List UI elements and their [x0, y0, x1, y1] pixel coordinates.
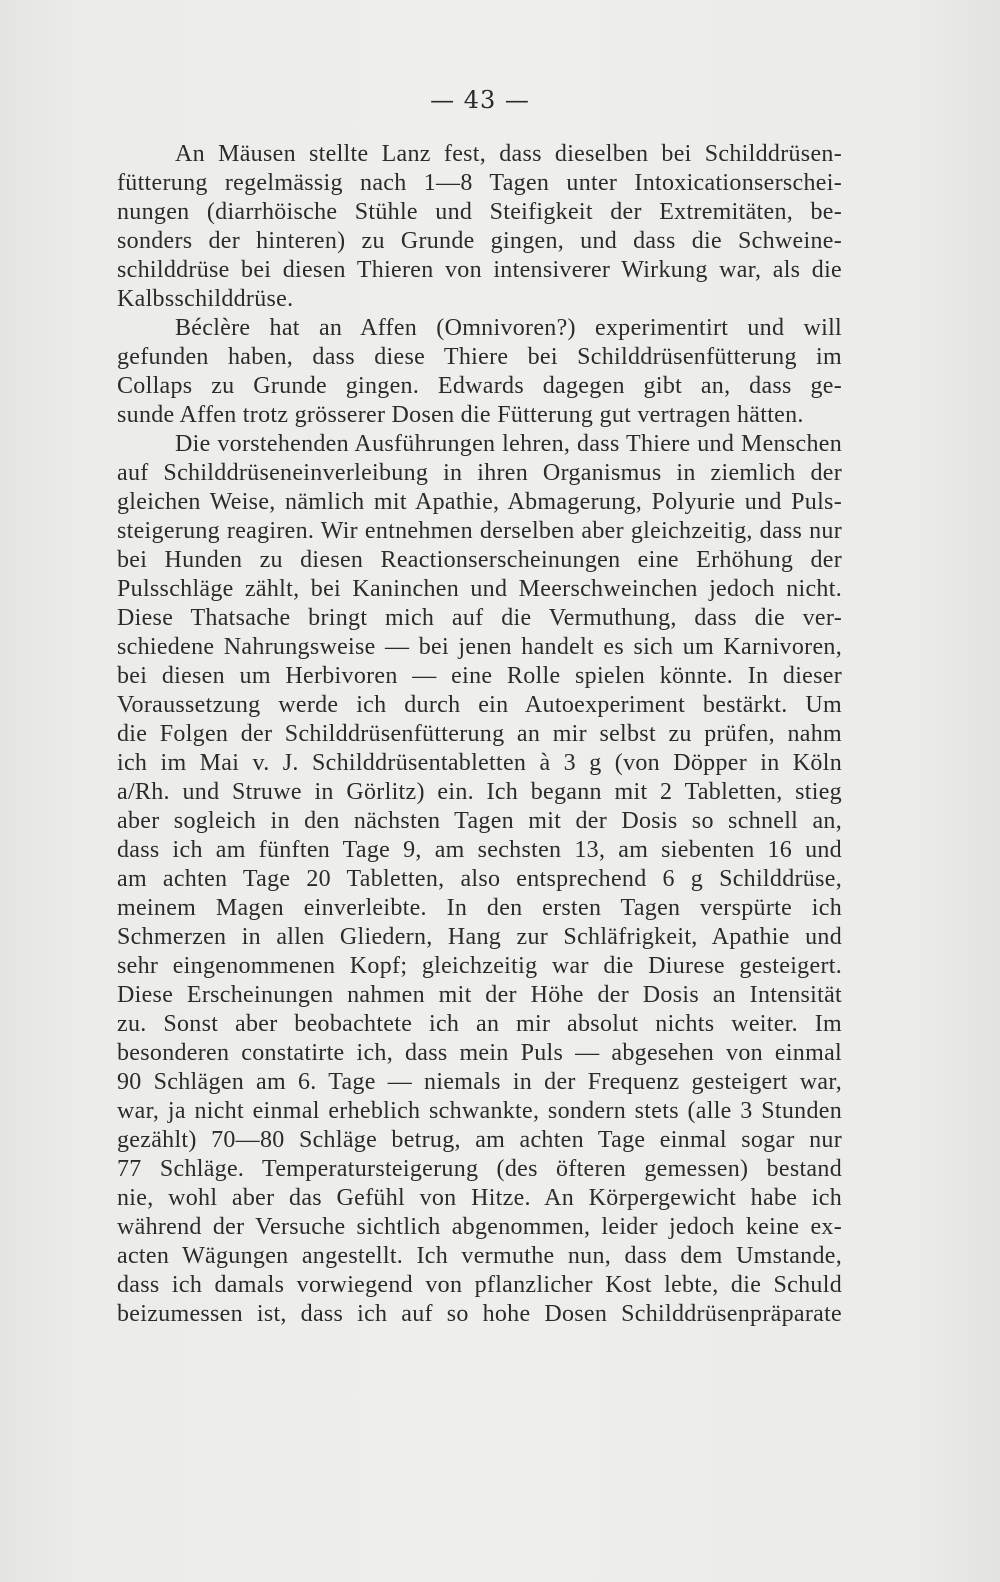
text-line: dass ich am fünften Tage 9, am sechsten 13, am siebenten 16 und — [117, 837, 842, 863]
text-line: sehr eingenommenen Kopf; gleichzeitig war die Diurese gesteigert. — [117, 953, 842, 979]
text-line: nie, wohl aber das Gefühl von Hitze. An Körpergewicht habe ich — [117, 1185, 842, 1211]
body-text — [117, 140, 842, 1329]
text-line: aber sogleich in den nächsten Tagen mit der Dosis so schnell an, — [117, 808, 842, 834]
text-line: An Mäusen stellte Lanz fest, dass dieselben bei Schilddrüsen- — [175, 141, 842, 167]
text-line: gefunden haben, dass diese Thiere bei Schilddrüsenfütterung im — [117, 344, 842, 370]
text-line: Kalbsschilddrüse. — [117, 286, 294, 312]
text-line: steigerung reagiren. Wir entnehmen derselben aber gleichzeitig, dass nur — [117, 518, 842, 544]
text-line: Diese Thatsache bringt mich auf die Vermuthung, dass die ver- — [117, 605, 842, 631]
text-line: zu. Sonst aber beobachtete ich an mir absolut nichts weiter. Im — [117, 1011, 842, 1037]
text-line: war, ja nicht einmal erheblich schwankte, sondern stets (alle 3 Stunden — [117, 1098, 842, 1124]
text-line: gleichen Weise, nämlich mit Apathie, Abmagerung, Polyurie und Puls- — [117, 489, 842, 515]
text-line: 90 Schlägen am 6. Tage — niemals in der Frequenz gesteigert war, — [117, 1069, 842, 1095]
text-line: sonders der hinteren) zu Grunde gingen, und dass die Schweine- — [117, 228, 842, 254]
text-line: sunde Affen trotz grösserer Dosen die Fütterung gut vertragen hätten. — [117, 402, 804, 428]
text-line: Schmerzen in allen Gliedern, Hang zur Schläfrigkeit, Apathie und — [117, 924, 842, 950]
text-line: nungen (diarrhöische Stühle und Steifigkeit der Extremitäten, be- — [117, 199, 842, 225]
text-line: Diese Erscheinungen nahmen mit der Höhe der Dosis an Intensität — [117, 982, 842, 1008]
page-number: — 43 — — [430, 86, 530, 114]
text-line: schilddrüse bei diesen Thieren von intensiverer Wirkung war, als die — [117, 257, 842, 283]
text-line: am achten Tage 20 Tabletten, also entsprechend 6 g Schilddrüse, — [117, 866, 842, 892]
text-line: gezählt) 70—80 Schläge betrug, am achten Tage einmal sogar nur — [117, 1127, 842, 1153]
text-line: schiedene Nahrungsweise — bei jenen handelt es sich um Karnivoren, — [117, 634, 842, 660]
text-line: beizumessen ist, dass ich auf so hohe Dosen Schilddrüsenpräparate — [117, 1301, 842, 1327]
text-line: besonderen constatirte ich, dass mein Puls — abgesehen von einmal — [117, 1040, 842, 1066]
text-line: Béclère hat an Affen (Omnivoren?) experimentirt und will — [175, 315, 842, 341]
text-line: ich im Mai v. J. Schilddrüsentabletten à 3 g (von Döpper in Köln — [117, 750, 842, 776]
text-line: a/Rh. und Struwe in Görlitz) ein. Ich begann mit 2 Tabletten, stieg — [117, 779, 842, 805]
text-line: acten Wägungen angestellt. Ich vermuthe nun, dass dem Umstande, — [117, 1243, 842, 1269]
text-line: fütterung regelmässig nach 1—8 Tagen unter Intoxicationserschei- — [117, 170, 842, 196]
text-line: die Folgen der Schilddrüsenfütterung an mir selbst zu prüfen, nahm — [117, 721, 842, 747]
text-line: Die vorstehenden Ausführungen lehren, dass Thiere und Menschen — [175, 431, 842, 457]
text-line: auf Schilddrüseneinverleibung in ihren Organismus in ziemlich der — [117, 460, 842, 486]
text-line: meinem Magen einverleibte. In den ersten Tagen verspürte ich — [117, 895, 842, 921]
text-line: bei diesen um Herbivoren — eine Rolle spielen könnte. In dieser — [117, 663, 842, 689]
text-line: Collaps zu Grunde gingen. Edwards dagegen gibt an, dass ge- — [117, 373, 842, 399]
text-line: Voraussetzung werde ich durch ein Autoexperiment bestärkt. Um — [117, 692, 842, 718]
text-line: bei Hunden zu diesen Reactionserscheinungen eine Erhöhung der — [117, 547, 842, 573]
text-line: dass ich damals vorwiegend von pflanzlicher Kost lebte, die Schuld — [117, 1272, 842, 1298]
text-line: während der Versuche sichtlich abgenommen, leider jedoch keine ex- — [117, 1214, 842, 1240]
text-line: 77 Schläge. Temperatursteigerung (des öfteren gemessen) bestand — [117, 1156, 842, 1182]
text-line: Pulsschläge zählt, bei Kaninchen und Meerschweinchen jedoch nicht. — [117, 576, 842, 602]
